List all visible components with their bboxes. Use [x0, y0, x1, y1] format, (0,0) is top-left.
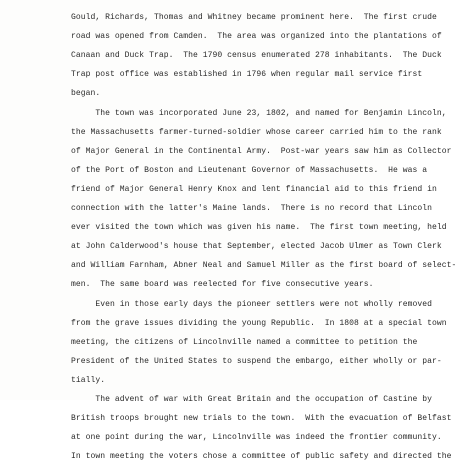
paragraph: [71, 295, 447, 390]
text-line: from the grave issues dividing the young Republic. In 1808 at a special town: [71, 318, 447, 328]
text-line: tially.: [71, 375, 106, 385]
text-line: Gould, Richards, Thomas and Whitney became prominent here. The first crude: [71, 13, 437, 23]
text-line: British troops brought new trials to the town. With the evacuation of Belfast: [71, 414, 452, 424]
text-line: connection with the latter's Maine lands. There is no record that Lincoln: [71, 204, 433, 214]
document-body: [71, 0, 456, 466]
paragraph: [71, 104, 456, 295]
paragraph: [71, 0, 442, 104]
text-line: In town meeting the voters chose a committee of public safety and directed the: [71, 452, 452, 462]
text-line: Even in those early days the pioneer settlers were not wholly removed: [71, 299, 433, 309]
text-line: began.: [71, 89, 101, 99]
text-line: The advent of war with Great Britain and the occupation of Castine by: [71, 394, 433, 404]
text-line: Canaan and Duck Trap. The 1790 census enumerated 278 inhabitants. The Duck: [71, 51, 442, 61]
text-line: of the Port of Boston and Lieutenant Governor of Massachusetts. He was a: [71, 165, 428, 175]
text-line: ever visited the town which was given his name. The first town meeting, held: [71, 223, 447, 233]
text-line: friend of Major General Henry Knox and lent financial aid to this friend in: [71, 184, 437, 194]
text-line: at one point during the war, Lincolnville was indeed the frontier community.: [71, 433, 442, 443]
text-line: [71, 0, 401, 8]
text-line: meeting, the citizens of Lincolnville named a committee to petition the: [71, 337, 418, 347]
paragraph: [71, 390, 452, 466]
text-line: the Massachusetts farmer-turned-soldier whose career carried him to the rank: [71, 127, 442, 137]
text-line: of Major General in the Continental Army. Post-war years saw him as Collector: [71, 146, 452, 156]
text-line: President of the United States to suspend the embargo, either wholly or par-: [71, 356, 442, 366]
text-line: men. The same board was reelected for five consecutive years.: [71, 280, 374, 290]
text-line: road was opened from Camden. The area was organized into the plantations of: [71, 32, 442, 42]
text-line: at John Calderwood's house that September, elected Jacob Ulmer as Town Clerk: [71, 242, 442, 252]
text-line: and William Farnham, Abner Neal and Samuel Miller as the first board of select-: [71, 261, 456, 271]
text-line: Trap post office was established in 1796 when regular mail service first: [71, 70, 423, 80]
text-line: The town was incorporated June 23, 1802, and named for Benjamin Lincoln,: [71, 108, 447, 118]
